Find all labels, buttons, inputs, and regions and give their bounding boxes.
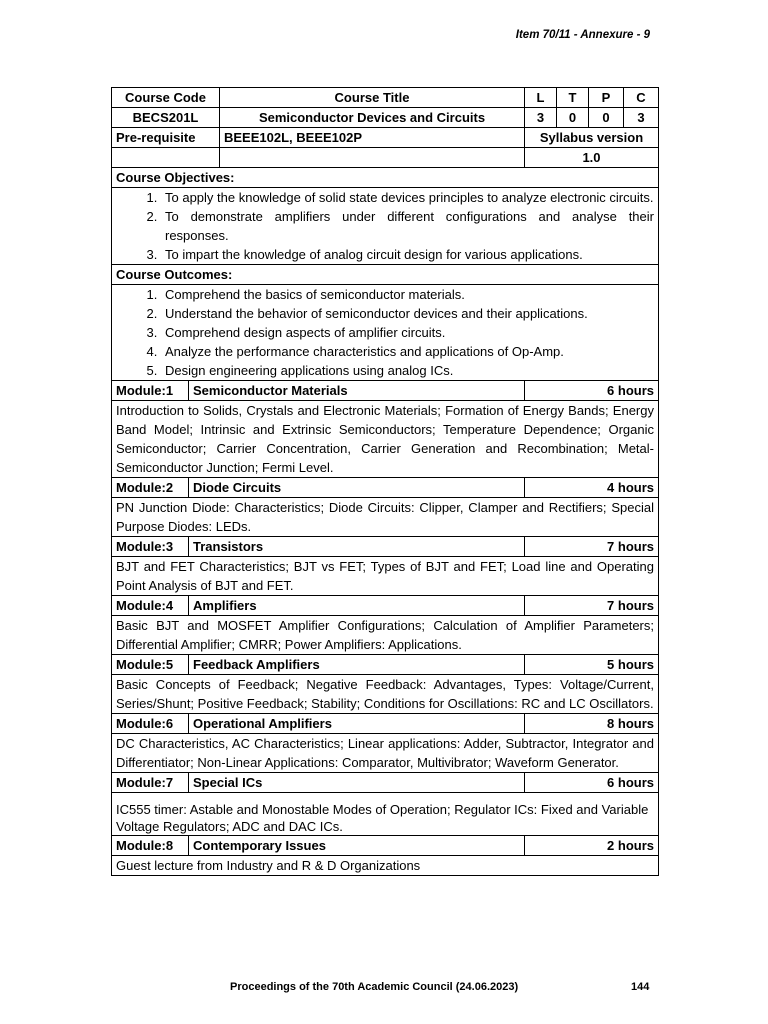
module-content-row [112, 557, 659, 596]
module-content: Guest lecture from Industry and R & D Organizations [112, 856, 659, 876]
outcomes-item: 5. Design engineering applications using analog ICs. [161, 361, 654, 380]
prerequisite-row [112, 128, 659, 148]
module-number: Module:3 [112, 537, 189, 557]
module-number: Module:1 [112, 381, 189, 401]
module-number: Module:8 [112, 836, 189, 856]
outcomes-row [112, 285, 659, 381]
module-header-row [112, 773, 659, 793]
module-content: Introduction to Solids, Crystals and Electronic Materials; Formation of Energy Bands; Energy Band Model; Intrinsic and Extrinsic Semiconductors; Temperature Dependence; Organic Semiconductor; Carrier Concentration, Carrier Generation and Recombination; Metal-Semiconductor Junction; Fermi Level. [112, 401, 659, 478]
objectives-heading-row [112, 168, 659, 188]
module-content: Basic Concepts of Feedback; Negative Feedback: Advantages, Types: Voltage/Current, Series/Shunt; Positive Feedback; Stability; Conditions for Oscillations: RC and LC Oscillators. [112, 675, 659, 714]
objectives-item: 3. To impart the knowledge of analog circuit design for various applications. [161, 245, 654, 264]
objectives-item: 1. To apply the knowledge of solid state devices principles to analyze electronic circuits. [161, 188, 654, 207]
empty-cell [220, 148, 525, 168]
outcomes-item: 2. Understand the behavior of semiconductor devices and their applications. [161, 304, 654, 323]
module-content-row [112, 498, 659, 537]
tutorial-hours: 0 [557, 108, 589, 128]
module-hours: 4 hours [525, 478, 659, 498]
module-title: Operational Amplifiers [189, 714, 525, 734]
module-header-row [112, 714, 659, 734]
module-number: Module:6 [112, 714, 189, 734]
objectives-list [116, 188, 654, 264]
proceedings-text: Proceedings of the 70th Academic Council (24.06.2023) [230, 981, 519, 993]
module-title: Amplifiers [189, 596, 525, 616]
course-info-row [112, 108, 659, 128]
module-hours: 7 hours [525, 537, 659, 557]
course-header-row [112, 88, 659, 108]
module-number: Module:7 [112, 773, 189, 793]
module-title: Feedback Amplifiers [189, 655, 525, 675]
module-content: IC555 timer: Astable and Monostable Modes of Operation; Regulator ICs: Fixed and Variable Voltage Regulators; ADC and DAC ICs. [112, 793, 659, 836]
module-header-row [112, 381, 659, 401]
module-title: Diode Circuits [189, 478, 525, 498]
credit-label: C [624, 88, 659, 108]
course-title-label: Course Title [220, 88, 525, 108]
practical-hours: 0 [589, 108, 624, 128]
module-content-row [112, 856, 659, 876]
module-header-row [112, 655, 659, 675]
module-number: Module:2 [112, 478, 189, 498]
module-number: Module:5 [112, 655, 189, 675]
module-number: Module:4 [112, 596, 189, 616]
course-title: Semiconductor Devices and Circuits [220, 108, 525, 128]
outcomes-item: 1. Comprehend the basics of semiconductor materials. [161, 285, 654, 304]
module-hours: 5 hours [525, 655, 659, 675]
lecture-hours: 3 [525, 108, 557, 128]
module-hours: 2 hours [525, 836, 659, 856]
empty-cell [112, 148, 220, 168]
syllabus-version: 1.0 [525, 148, 659, 168]
module-hours: 6 hours [525, 381, 659, 401]
module-content: PN Junction Diode: Characteristics; Diode Circuits: Clipper, Clamper and Rectifiers; Special Purpose Diodes: LEDs. [112, 498, 659, 537]
prerequisite-label: Pre-requisite [112, 128, 220, 148]
syllabus-table [111, 87, 659, 876]
module-hours: 7 hours [525, 596, 659, 616]
course-code-label: Course Code [112, 88, 220, 108]
module-title: Transistors [189, 537, 525, 557]
outcomes-item: 4. Analyze the performance characteristics and applications of Op-Amp. [161, 342, 654, 361]
practical-label: P [589, 88, 624, 108]
module-content-row [112, 675, 659, 714]
module-content: BJT and FET Characteristics; BJT vs FET; Types of BJT and FET; Load line and Operating Point Analysis of BJT and FET. [112, 557, 659, 596]
lecture-label: L [525, 88, 557, 108]
module-header-row [112, 836, 659, 856]
module-content-row [112, 616, 659, 655]
credits: 3 [624, 108, 659, 128]
module-content-row [112, 401, 659, 478]
outcomes-heading-row [112, 265, 659, 285]
syllabus-version-row [112, 148, 659, 168]
prerequisite-value: BEEE102L, BEEE102P [220, 128, 525, 148]
module-content: DC Characteristics, AC Characteristics; Linear applications: Adder, Subtractor, Integrator and Differentiator; Non-Linear Applications: Comparator, Multivibrator; Waveform Generator. [112, 734, 659, 773]
module-title: Semiconductor Materials [189, 381, 525, 401]
module-hours: 6 hours [525, 773, 659, 793]
module-header-row [112, 478, 659, 498]
module-content-row [112, 734, 659, 773]
objectives-row [112, 188, 659, 265]
syllabus-version-label: Syllabus version [525, 128, 659, 148]
module-hours: 8 hours [525, 714, 659, 734]
page-number: 144 [631, 981, 650, 993]
annexure-reference: Item 70/11 - Annexure - 9 [515, 29, 650, 41]
objectives-item: 2. To demonstrate amplifiers under different configurations and analyse their responses. [161, 207, 654, 245]
outcomes-list [116, 285, 654, 380]
module-title: Contemporary Issues [189, 836, 525, 856]
module-content-row [112, 793, 659, 836]
module-title: Special ICs [189, 773, 525, 793]
tutorial-label: T [557, 88, 589, 108]
module-header-row [112, 537, 659, 557]
outcomes-heading: Course Outcomes: [112, 265, 659, 285]
module-content: Basic BJT and MOSFET Amplifier Configurations; Calculation of Amplifier Parameters; Differential Amplifier; CMRR; Power Amplifiers: Applications. [112, 616, 659, 655]
outcomes-item: 3. Comprehend design aspects of amplifier circuits. [161, 323, 654, 342]
course-code: BECS201L [112, 108, 220, 128]
objectives-heading: Course Objectives: [112, 168, 659, 188]
module-header-row [112, 596, 659, 616]
